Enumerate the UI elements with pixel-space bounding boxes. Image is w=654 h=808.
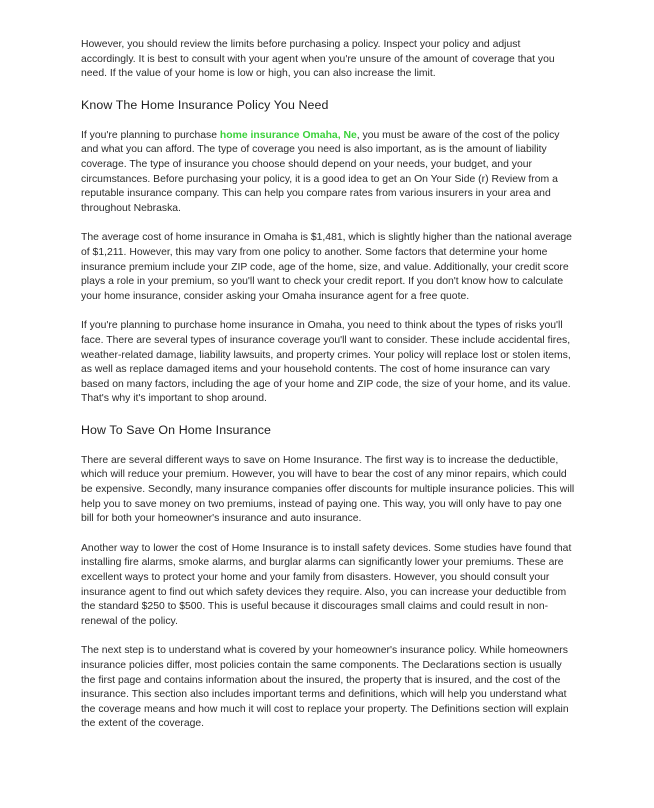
- section2-paragraph-1: There are several different ways to save on Home Insurance. The first way is to increase the deductible, which will reduce your premium. However, you will have to bear the cost of any minor repairs, which could be expensive. Secondly, many insurance companies offer discounts for multiple insurance policies. This will help you to save money on two premiums, instead of paying one. This way, you will only have to pay one bill for both your homeowner's insurance and auto insurance.: [81, 454, 575, 525]
- spacer: [81, 527, 577, 542]
- home-insurance-omaha-link[interactable]: home insurance Omaha, Ne: [219, 129, 357, 141]
- spacer: [81, 82, 577, 97]
- spacer: [81, 216, 577, 231]
- section1-paragraph-1: [81, 129, 577, 217]
- section2-paragraph-3: The next step is to understand what is covered by your homeowner's insurance policy. While homeowners insurance policies differ, most policies contain the same components. The Declarations section is usually the first page and contains information about the insured, the property that is insured, and the cost of the insurance. This section also includes important terms and definitions, which will help you understand what the coverage means and how much it will cost to replace your property. The Definitions section will explain the extent of the coverage.: [81, 645, 569, 730]
- section-heading-save: How To Save On Home Insurance: [81, 422, 271, 437]
- document-page: [81, 38, 577, 732]
- spacer: [81, 629, 577, 644]
- spacer: [81, 113, 577, 129]
- text-run: If you're planning to purchase: [81, 129, 220, 141]
- spacer: [81, 438, 577, 454]
- section1-paragraph-3: If you're planning to purchase home insurance in Omaha, you need to think about the types of risks you'll face. There are several types of insurance coverage you'll want to consider. These include accidental fires, weather-related damage, liability lawsuits, and property crimes. Your policy will replace lost or stolen items, as well as replace damaged items and your household contents. The cost of home insurance can vary based on many factors, including the age of your home and ZIP code, the size of your home, and its value. That's why it's important to shop around.: [81, 320, 571, 405]
- spacer: [81, 304, 577, 319]
- intro-paragraph: However, you should review the limits before purchasing a policy. Inspect your policy and adjust accordingly. It is best to consult with your agent when you're unsure of the amount of coverage that you need. If the value of your home is low or high, you can also increase the limit.: [81, 39, 555, 80]
- section-heading-know-policy: Know The Home Insurance Policy You Need: [81, 97, 329, 112]
- text-run: , you must be aware of the cost of the policy and what you can afford. The type of coverage you need is also important, as is the amount of liability coverage. The type of insurance you choose should depend on your needs, your budget, and your circumstances. Before purchasing your policy, it is a good idea to get an On Your Side (r) Review from a reputable insurance company. This can help you compare rates from various insurers in your area and throughout Nebraska.: [81, 129, 560, 214]
- section1-paragraph-2: The average cost of home insurance in Omaha is $1,481, which is slightly higher than the national average of $1,211. However, this may vary from one policy to another. Some factors that determine your home insurance premium include your ZIP code, age of the home, size, and value. Additionally, your credit score plays a role in your premium, so you'll want to check your credit report. If you don't know how to calculate your home insurance, consider asking your Omaha insurance agent for a free quote.: [81, 232, 572, 302]
- section2-paragraph-2: Another way to lower the cost of Home Insurance is to install safety devices. Some studies have found that installing fire alarms, smoke alarms, and burglar alarms can significantly lower your premiums. These are excellent ways to protect your home and your family from disasters. However, you should consult your insurance agent to find out which safety devices they require. Also, you can increase your deductible from the standard $250 to $500. This is useful because it discourages small claims and could result in non-renewal of the policy.: [81, 542, 572, 627]
- spacer: [81, 407, 577, 422]
